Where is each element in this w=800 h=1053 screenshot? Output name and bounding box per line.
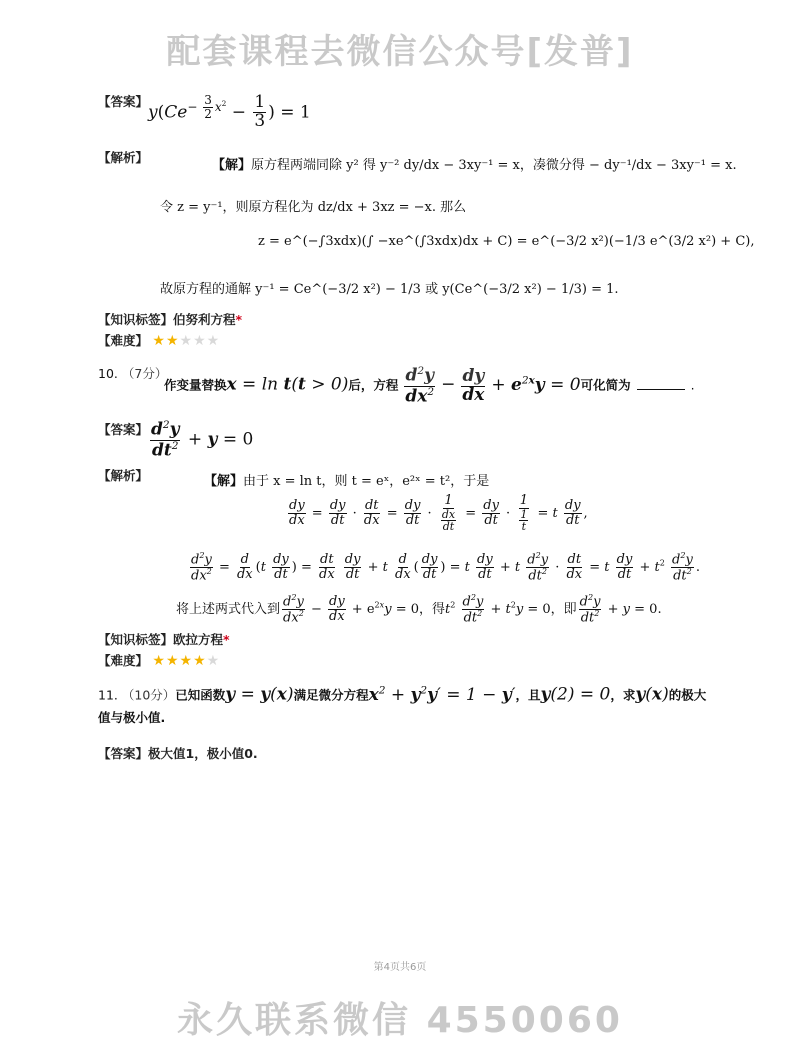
q11-answer: 【答案】极大值1，极小值0. (98, 746, 258, 761)
q10-solution-line4: 将上述两式代入到 $\frac{d^2y}{dx^2}$ − $\frac{dy}{dx}$ + $e^{2x}y = 0$，得$t^2$ $\frac{d^2y}{dt^2}$ + $t^2y = 0$，即 $\frac{d^2y}{dt^2}$ + y = 0. (176, 593, 662, 626)
q10-number: 10. （7分） (98, 366, 168, 381)
q10-solution-line2: $\frac{dy}{dx}$ = $\frac{dy}{dt}$ · $\frac{dt}{dx}$ = $\frac{dy}{dt}$ · $\frac{1}{\frac{dx}{dt}}$ = $\frac{dy}{dt}$ · $\frac{1}{\frac{1}{t}}$ = t $\frac{dy}{dt}$ , (289, 493, 588, 534)
q10-knowledge-tag: 【知识标签】欧拉方程* (98, 632, 230, 647)
star-filled-icon: ★ (165, 333, 180, 349)
q10-analysis-label: 【解析】 (98, 468, 149, 483)
analysis-label: 【解析】 (98, 150, 149, 165)
q11-question-line2: 值与极小值. (98, 710, 166, 725)
q9-solution-line2: 令 z = y⁻¹，则原方程化为 dz/dx + 3xz = −x. 那么 (160, 196, 466, 215)
q9-difficulty-stars (152, 333, 220, 349)
q10-answer-label: 【答案】 (98, 422, 149, 437)
q9-solution-line1: 【解】原方程两端同除 y² 得 y⁻² dy/dx − 3xy⁻¹ = x，凑微分得 − dy⁻¹/dx − 3xy⁻¹ = x. (212, 154, 737, 173)
q10-difficulty: 【难度】 ★★★★★ (98, 653, 221, 669)
watermark-bottom: 永久联系微信 4550060 (177, 1000, 623, 1041)
q11-question: 11. （10分）已知函数y = y(x)满足微分方程$x^2 + y^2y' = 1 - y'$，且y(2) = 0，求y(x)的极大 (98, 684, 707, 705)
star-filled-icon: ★ (152, 653, 166, 669)
q10-answer-blank (637, 379, 685, 390)
watermark-top: 配套课程去微信公众号[发普] (166, 32, 634, 72)
star-empty-icon: ★ (206, 333, 221, 349)
page-number: 第4页共6页 (373, 962, 427, 973)
q10-solution-line3: $\frac{d^2y}{dx^2}$ = $\frac{d}{dx}$ (t $\frac{dy}{dt}$ ) = $\frac{dt}{dx}$ $\frac{dy}{dt}$ + t $\frac{d}{dx}$ ( $\frac{dy}{dt}$ ) = t $\frac{dy}{dt}$ + t $\frac{d^2y}{dt^2}$ · $\frac{dt}{dx}$ = t $\frac{dy}{dt}$ + $t^2$ $\frac{d^2y}{dt^2}$ . (191, 551, 700, 584)
star-empty-icon: ★ (193, 333, 207, 349)
q10-answer-formula: $\frac{d^2y}{dt^2}$ + y = 0 (151, 419, 254, 461)
star-empty-icon: ★ (206, 653, 221, 669)
star-filled-icon: ★ (193, 653, 207, 669)
q9-solution-line3: z = e^(−∫3xdx)(∫ −xe^(∫3xdx)dx + C) = e^(−3/2 x²)(−1/3 e^(3/2 x²) + C), (258, 234, 755, 249)
q10-difficulty-stars (152, 653, 220, 669)
q9-knowledge-tag: 【知识标签】伯努利方程* (98, 312, 243, 327)
solution-label: 【解】 (212, 158, 252, 173)
q9-difficulty: 【难度】 ★★★★★ (98, 333, 221, 349)
q10-question: 作变量替换x = ln t(t > 0)后，方程 $\frac{d^2y}{dx^2}$ − $\frac{dy}{dx}$ + $e^{2x}y = 0$可化简为 . (164, 365, 695, 407)
q9-answer-formula: $y(Ce^{- \frac{3}{2} x^2}$ − $\frac{1}{3}$ ) = 1 (148, 92, 311, 132)
q10-solution-line1: 【解】由于 x = ln t，则 t = eˣ，e²ˣ = t²，于是 (204, 474, 490, 489)
star-filled-icon: ★ (165, 653, 180, 669)
star-filled-icon: ★ (152, 333, 166, 349)
answer-label: 【答案】 (98, 94, 149, 109)
q9-solution-line4: 故原方程的通解 y⁻¹ = Ce^(−3/2 x²) − 1/3 或 y(Ce^(−3/2 x²) − 1/3) = 1. (160, 278, 619, 297)
star-empty-icon: ★ (179, 333, 194, 349)
star-filled-icon: ★ (179, 653, 194, 669)
